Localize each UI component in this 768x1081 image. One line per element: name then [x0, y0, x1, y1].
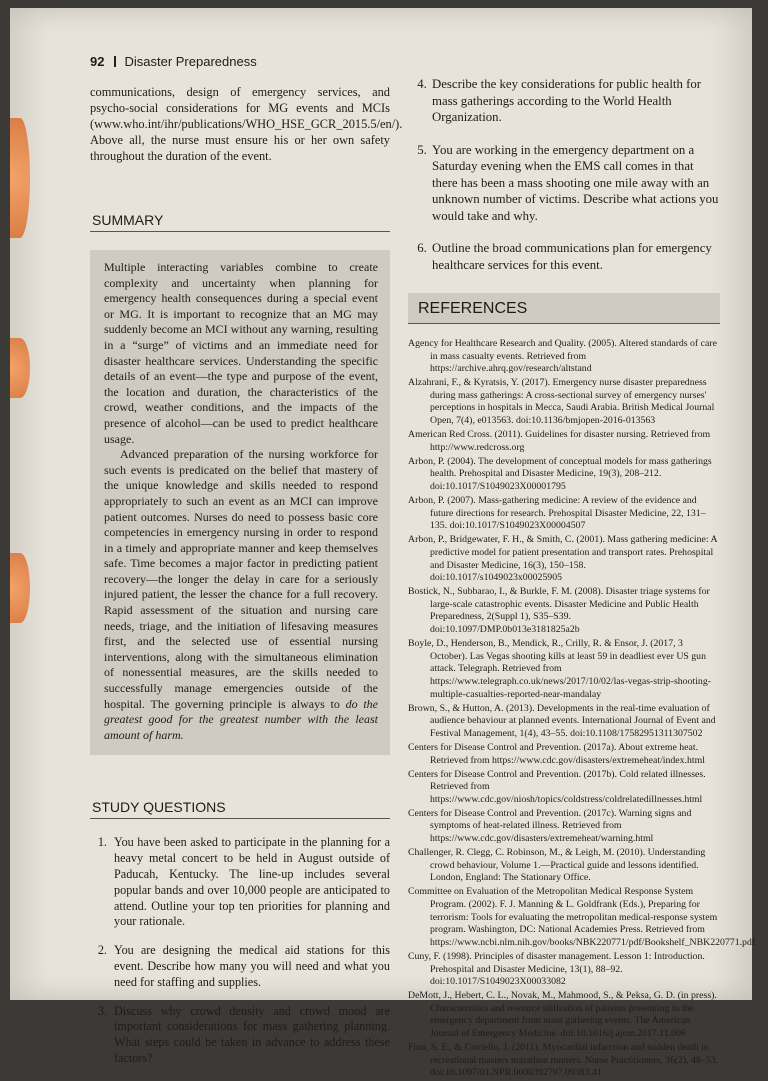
study-questions-list-left [90, 835, 390, 1066]
right-column [408, 76, 756, 1081]
finger-left-bottom [10, 553, 30, 623]
summary-paragraph-2 [104, 447, 378, 743]
reference-entry: DeMott, J., Hebert, C. L., Novak, M., Mahmood, S., & Peksa, G. D. (in press). Characteristics and resource utilization of patients presenting to the emergency department from mass gathering events. The American Journal of Emergency Medicine. doi:10.1016/j.ajem.2017.11.006 [408, 990, 717, 1039]
left-column [90, 84, 403, 1080]
study-question: 5. You are working in the emergency department on a Saturday evening when the EMS call comes in that there has been a mass shooting one mile away with an unknown number of victims. Describe what actions you would take and why. [430, 142, 720, 225]
finger-left-middle [10, 338, 30, 398]
study-question: 3. Discuss why crowd density and crowd mood are important considerations for mass gathering planning. What steps could be taken in advance to address these factors? [110, 1004, 390, 1067]
reference-entry: Centers for Disease Control and Prevention. (2017a). About extreme heat. Retrieved from https://www.cdc.gov/disasters/extremeheat/index.html [408, 741, 705, 766]
study-question: 6. Outline the broad communications plan for emergency healthcare services for this event. [430, 240, 720, 273]
reference-entry: Bostick, N., Subbarao, I., & Burkle, F. M. (2008). Disaster triage systems for large-scale catastrophic events. Disaster Medicine and Public Health Preparedness, 2(Suppl 1), S35–S39. doi:10.1097/DMP.0b013e3181825a2b [408, 586, 710, 636]
page-number: 92 [90, 54, 105, 69]
reference-entry: Challenger, R. Clegg, C. Robinson, M., & Leigh, M. (2010). Understanding crowd behaviour, Volume 1.—Practical guide and lessons identified. London, England: The Stationary Office. [408, 847, 706, 884]
summary-heading: SUMMARY [90, 208, 390, 232]
summary-governing-principle: do the greatest good for the greatest number with the least amount of harm. [104, 696, 378, 742]
header-separator [114, 56, 116, 67]
study-questions-heading: STUDY QUESTIONS [90, 795, 390, 819]
reference-entry: Alzahrani, F., & Kyratsis, Y. (2017). Emergency nurse disaster preparedness during mass gatherings: A cross-sectional survey of emergency nurses' perceptions in hospitals in Mecca, Saudi Arabia. British Medical Journal Open, 7(4), e013563. doi:10.1136/bmjopen-2016-013563 [408, 377, 715, 427]
page-header [90, 54, 257, 70]
summary-box [90, 250, 390, 755]
reference-entry: Brown, S., & Hutton, A. (2013). Developments in the real-time evaluation of audience behaviour at planned events. International Journal of Event and Festival Management, 1(4), 43–55. doi:10.1108/17582951311307502 [408, 702, 716, 739]
reference-entry: Centers for Disease Control and Prevention. (2017c). Warning signs and symptoms of heat-related illness. Retrieved from https://www.cdc.gov/disasters/extremeheat/warning.html [408, 807, 692, 845]
reference-entry: Arbon, P. (2007). Mass-gathering medicine: A review of the evidence and future directions for research. Prehospital Disaster Medicine, 22, 131–135. doi:10.1017/S1049023X00004507 [408, 495, 706, 532]
study-question: 4. Describe the key considerations for public health for mass gatherings according to the World Health Organization. [430, 76, 720, 126]
running-title: Disaster Preparedness [124, 54, 257, 69]
study-question: 1. You have been asked to participate in the planning for a heavy metal concert to be held in August outside of Paducah, Kentucky. The line-up includes several popular bands and over 10,000 people are anticipated to attend. Outline your top ten priorities for planning and your rationale. [110, 835, 390, 930]
finger-left-top [10, 118, 30, 238]
reference-entry: Finn, S. E., & Coviello, J. (2011). Myocardial infarction and sudden death in recreational masters marathon runners. Nurse Practitioners, 36(2), 48–53. doi:10.1097/01.NPR.0000392797.09383.41 [408, 1042, 719, 1079]
book-page [10, 8, 756, 1079]
summary-paragraph-2-text: Advanced preparation of the nursing workforce for such events is predicated on the belief that mastery of the unique knowledge and skills needed to respond appropriately to such an event as an MCI can improve patient outcomes. Nurses do need to possess basic core competencies in emergency nursing in order to respond in a timely and appropriate manner and keep themselves safe. Time becomes a major factor in predicting patient recovery—the longer the delay in care for a seriously injured patient, the lesser the chance for a full recovery. Rapid assessment of the situation and nursing care needs, triage, and the initiation of lifesaving measures first, and the selected use of essential nursing interventions, along with the simultaneous elimination of nonessential measures, are the skills needed to successfully manage emergencies outside of the hospital. The governing principle is always to [104, 447, 378, 711]
reference-entry: Centers for Disease Control and Prevention. (2017b). Cold related illnesses. Retrieved from https://www.cdc.gov/niosh/topics/coldstress/coldrelatedillnesses.html [408, 768, 706, 805]
reference-entry: American Red Cross. (2011). Guidelines for disaster nursing. Retrieved from http://www.redcross.org [408, 429, 711, 453]
reference-entry: Boyle, D., Henderson, B., Mendick, R., Crilly, R. & Ensor, J. (2017, 3 October). Las Vegas shooting kills at least 59 in deadliest ever US gun attack. Telegraph. Retrieved from https://www.telegraph.co.uk/news/2017/10/02/las-vegas-strip-shooting-multiple-casualties-reported-near-mandalay [408, 638, 711, 700]
references-heading: REFERENCES [408, 293, 720, 324]
reference-entry: Committee on Evaluation of the Metropolitan Medical Response System Program. (2002). F. J. Manning & L. Goldfrank (Eds.), Preparing for terrorism: Tools for evaluating the metropolitan medical-response system program. Washington, DC: National Academies Press. Retrieved from https://www.ncbi.nlm.nih.gov/books/NBK220771/pdf/Bookshelf_NBK220771.pdf [408, 886, 756, 948]
reference-entry: Arbon, P. (2004). The development of conceptual models for mass gatherings health. Prehospital and Disaster Medicine, 19(3), 208–212. doi:10.1017/S1049023X00001795 [408, 455, 712, 493]
reference-entry: Cuny, F. (1998). Principles of disaster management. Lesson 1: Introduction. Prehospital and Disaster Medicine, 13(1), 88–92. doi:10.1017/S1049023X00033082 [408, 950, 705, 988]
intro-paragraph: communications, design of emergency services, and psycho-social considerations for MG events and MCIs (www.who.int/ihr/publications/WHO_HSE_GCR_2015.5/en/). Above all, the nurse must ensure his or her own safety throughout the duration of the event. [90, 85, 403, 163]
summary-paragraph-1: Multiple interacting variables combine to create complexity and uncertainty when planning for emergency health consequences during a special event or MG. It is important to recognize that an MG may suddenly become an MCI without any warning, resulting in a “surge” of victims and an immediate need for disaster healthcare services. Understanding the specific details of an event—the type and purpose of the event, the location and duration, the characteristics of the crowd, weather conditions, and the impacts of the presence of alcohol—can be used to predict healthcare usage. [104, 260, 378, 446]
study-question: 2. You are designing the medical aid stations for this event. Describe how many you will need and what you need for staffing and supplies. [110, 943, 390, 990]
study-questions-list-right [408, 76, 720, 273]
reference-entry: Agency for Healthcare Research and Quality. (2005). Altered standards of care in mass casualty events. Retrieved from https://archive.ahrq.gov/research/altstand [408, 338, 717, 375]
reference-entry: Arbon, P., Bridgewater, F. H., & Smith, C. (2001). Mass gathering medicine: A predictive model for patient presentation and transport rates. Prehospital and Disaster Medicine, 16(3), 150–158. doi:10.1017/s1049023x00025905 [408, 534, 718, 584]
references-list [408, 338, 756, 1080]
